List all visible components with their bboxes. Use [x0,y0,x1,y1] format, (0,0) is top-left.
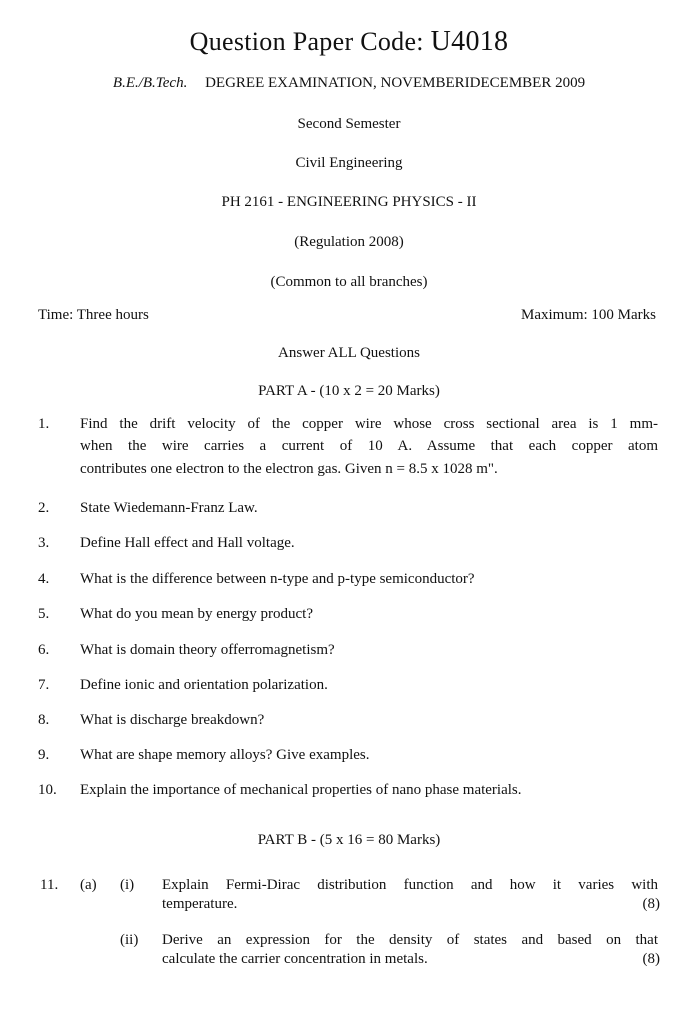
degree-prefix: B.E./B.Tech. [112,75,188,91]
code-value: U4018 [430,26,509,57]
subject: PH 2161 - ENGINEERING PHYSICS - II [221,194,477,210]
subpart-line: Derive an expression for the density of states and based on that [162,932,658,948]
question-number: 8. [38,712,50,728]
question-text: What is domain theory offerromagnetism? [80,642,335,658]
time-label: Time: Three hours [38,307,149,323]
question-number: 9. [38,747,50,763]
question-number: 5. [38,606,50,622]
question-text: Explain the importance of mechanical properties of nano phase materials. [80,782,522,798]
code-label: Question Paper Code: [189,27,424,56]
subpart-line: temperature. [162,896,238,912]
part-a-title: PART A - (10 x 2 = 20 Marks) [258,383,440,399]
degree-line [0,75,698,92]
question-text: Define Hall effect and Hall voltage. [80,535,295,551]
question-number: 11. [40,877,59,893]
subpart-line: Explain Fermi-Dirac distribution function and how it varies with [162,877,658,893]
question-text: State Wiedemann-Franz Law. [80,500,258,516]
question-number: 2. [38,500,50,516]
question-number: 7. [38,677,50,693]
question-text: What do you mean by energy product? [80,606,313,622]
question-part-label: (a) [80,877,97,893]
question-line: Find the drift velocity of the copper wire whose cross sectional area is 1 mm- [80,416,658,432]
max-marks: Maximum: 100 Marks [521,307,656,323]
degree-title: DEGREE EXAMINATION, NOVEMBERIDECEMBER 2009 [205,75,586,91]
question-number: 4. [38,571,50,587]
subpart-marks: (8) [642,896,660,912]
question-text: What are shape memory alloys? Give examples. [80,747,370,763]
branch: Civil Engineering [295,155,403,171]
regulation: (Regulation 2008) [294,234,404,250]
subpart-line: calculate the carrier concentration in metals. [162,951,428,967]
question-number: 3. [38,535,50,551]
question-number: 6. [38,642,50,658]
question-paper-code [0,26,698,58]
subpart-label: (i) [120,877,135,893]
question-text: What is the difference between n-type and p-type semiconductor? [80,571,475,587]
question-line: when the wire carries a current of 10 A. Assume that each copper atom [80,438,658,454]
common-note: (Common to all branches) [270,274,428,290]
question-number: 1. [38,416,50,432]
question-text: What is discharge breakdown? [80,712,265,728]
instruction: Answer ALL Questions [278,345,420,361]
subpart-marks: (8) [642,951,660,967]
semester: Second Semester [297,116,401,132]
question-text: Define ionic and orientation polarization. [80,677,328,693]
question-number: 10. [38,782,57,798]
question-line: contributes one electron to the electron gas. Given n = 8.5 x 1028 m". [80,461,498,477]
subpart-label: (ii) [120,932,139,948]
part-b-title: PART B - (5 x 16 = 80 Marks) [257,832,441,848]
